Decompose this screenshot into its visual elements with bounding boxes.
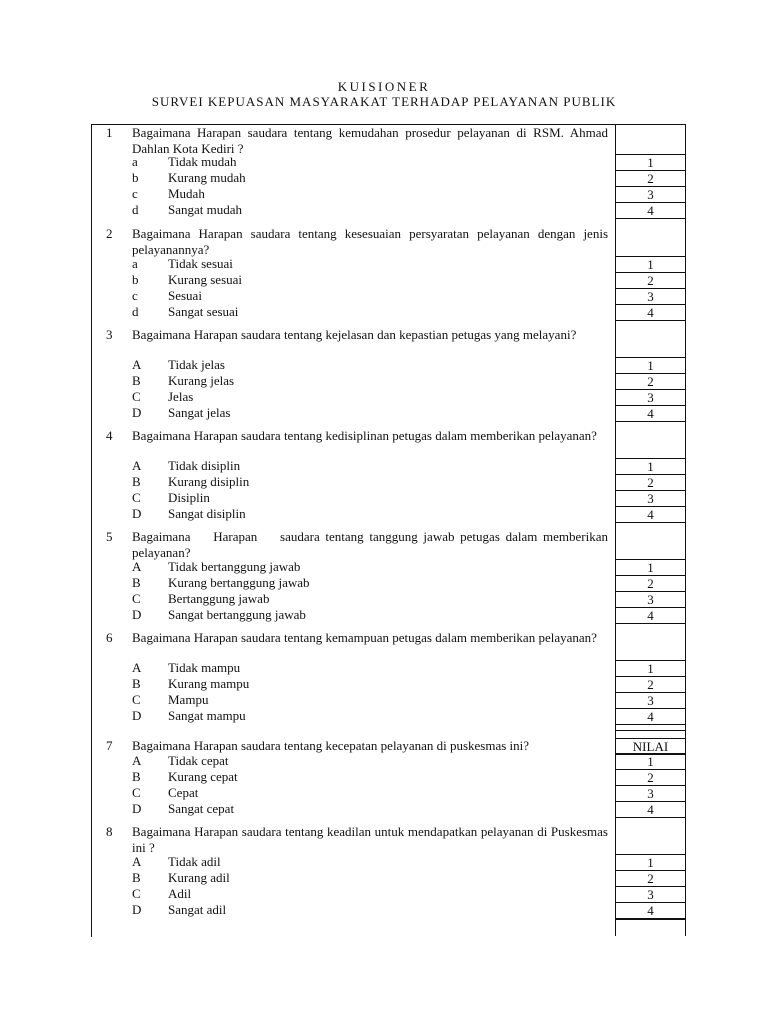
option-letter: B <box>132 575 141 590</box>
option-label: Kurang mudah <box>168 170 246 185</box>
question-text: Bagaimana Harapan saudara tentang tanggung jawab petugas dalam memberikan pelayanan? <box>132 529 612 560</box>
question-number: 7 <box>106 738 113 753</box>
option-letter: a <box>132 256 138 271</box>
option-letter: A <box>132 357 142 372</box>
page-subtitle: SURVEI KEPUASAN MASYARAKAT TERHADAP PELAYANAN PUBLIK <box>151 94 617 109</box>
option-letter: A <box>132 559 142 574</box>
option-letter: D <box>132 607 142 622</box>
question-number: 2 <box>106 226 113 241</box>
option-letter: D <box>132 902 142 917</box>
option-label: Kurang jelas <box>168 373 235 388</box>
score-cell: 1 <box>616 256 685 273</box>
option-label: Jelas <box>168 389 194 404</box>
option-letter: C <box>132 389 141 404</box>
option-label: Mampu <box>168 692 209 707</box>
option-label: Kurang disiplin <box>168 474 250 489</box>
score-cell: 2 <box>616 474 685 491</box>
option-letter: A <box>132 458 142 473</box>
option-label: Sesuai <box>168 288 202 303</box>
row-divider <box>616 730 686 731</box>
score-cell: 3 <box>616 186 685 203</box>
score-cell: 4 <box>616 304 685 321</box>
option-label: Sangat adil <box>168 902 227 917</box>
score-cell: 1 <box>616 458 685 475</box>
option-label: Tidak disiplin <box>168 458 241 473</box>
option-letter: C <box>132 886 141 901</box>
question-number: 6 <box>106 630 113 645</box>
question-text: Bagaimana Harapan saudara tentang kedisiplinan petugas dalam memberikan pelayanan? <box>132 428 597 443</box>
score-cell: 3 <box>616 389 685 406</box>
option-letter: B <box>132 676 141 691</box>
option-letter: D <box>132 405 142 420</box>
score-cell: 1 <box>616 154 685 171</box>
option-label: Disiplin <box>168 490 210 505</box>
question-text: Bagaimana Harapan saudara tentang keadilan untuk mendapatkan pelayanan di Puskesmas ini ? <box>132 824 608 855</box>
option-label: Kurang sesuai <box>168 272 243 287</box>
option-letter: D <box>132 708 142 723</box>
option-letter: A <box>132 660 142 675</box>
question-number: 4 <box>106 428 113 443</box>
option-label: Tidak adil <box>168 854 221 869</box>
score-cell: 1 <box>616 357 685 374</box>
option-label: Mudah <box>168 186 205 201</box>
option-letter: C <box>132 692 141 707</box>
question-number: 3 <box>106 327 113 342</box>
option-label: Tidak bertanggung jawab <box>168 559 301 574</box>
option-letter: d <box>132 202 139 217</box>
option-letter: A <box>132 854 142 869</box>
option-label: Bertanggung jawab <box>168 591 270 606</box>
option-label: Sangat mampu <box>168 708 246 723</box>
score-cell: 2 <box>616 676 685 693</box>
score-cell: 3 <box>616 785 685 802</box>
score-cell: 3 <box>616 591 685 608</box>
question-number: 8 <box>106 824 113 839</box>
score-cell: 4 <box>616 801 685 818</box>
option-label: Sangat cepat <box>168 801 235 816</box>
option-label: Sangat sesuai <box>168 304 239 319</box>
option-letter: A <box>132 753 142 768</box>
option-letter: B <box>132 474 141 489</box>
option-letter: C <box>132 591 141 606</box>
score-column-right-edge <box>685 124 686 936</box>
score-cell: 3 <box>616 288 685 305</box>
score-cell: 1 <box>616 753 685 770</box>
option-letter: B <box>132 769 141 784</box>
option-label: Sangat disiplin <box>168 506 246 521</box>
option-label: Kurang cepat <box>168 769 238 784</box>
score-cell: 4 <box>616 202 685 219</box>
option-letter: a <box>132 154 138 169</box>
score-cell: 3 <box>616 490 685 507</box>
page-title: KUISIONER <box>337 79 431 94</box>
option-label: Kurang mampu <box>168 676 250 691</box>
option-label: Tidak cepat <box>168 753 229 768</box>
option-letter: B <box>132 870 141 885</box>
score-cell: 2 <box>616 170 685 187</box>
row-divider <box>616 919 686 920</box>
option-label: Sangat bertanggung jawab <box>168 607 306 622</box>
option-label: Tidak sesuai <box>168 256 233 271</box>
option-letter: D <box>132 801 142 816</box>
option-letter: c <box>132 186 138 201</box>
score-cell: 2 <box>616 870 685 887</box>
question-text: Bagaimana Harapan saudara tentang kecepatan pelayanan di puskesmas ini? <box>132 738 530 753</box>
score-cell: 3 <box>616 692 685 709</box>
option-label: Kurang adil <box>168 870 230 885</box>
option-label: Sangat jelas <box>168 405 231 420</box>
score-cell: 4 <box>616 902 685 919</box>
score-cell: 1 <box>616 660 685 677</box>
score-cell: 4 <box>616 405 685 422</box>
option-letter: D <box>132 506 142 521</box>
question-text: Bagaimana Harapan saudara tentang kemampuan petugas dalam memberikan pelayanan? <box>132 630 597 645</box>
option-letter: d <box>132 304 139 319</box>
option-label: Tidak mudah <box>168 154 237 169</box>
score-cell: 2 <box>616 769 685 786</box>
option-label: Sangat mudah <box>168 202 243 217</box>
option-letter: c <box>132 288 138 303</box>
score-cell: 2 <box>616 272 685 289</box>
score-cell: 4 <box>616 708 685 725</box>
score-cell: 3 <box>616 886 685 903</box>
question-text: Bagaimana Harapan saudara tentang kemudahan prosedur pelayanan di RSM. Ahmad Dahlan Kota Kediri ? <box>132 125 608 156</box>
option-label: Tidak jelas <box>168 357 225 372</box>
option-letter: b <box>132 170 139 185</box>
score-cell: 2 <box>616 373 685 390</box>
option-label: Tidak mampu <box>168 660 241 675</box>
score-cell: 4 <box>616 607 685 624</box>
option-letter: B <box>132 373 141 388</box>
question-text: Bagaimana Harapan saudara tentang kejelasan dan kepastian petugas yang melayani? <box>132 327 577 342</box>
score-cell: 4 <box>616 506 685 523</box>
score-cell: 1 <box>616 559 685 576</box>
score-cell: 1 <box>616 854 685 871</box>
question-number: 5 <box>106 529 113 544</box>
question-text: Bagaimana Harapan saudara tentang kesesuaian persyaratan pelayanan dengan jenis pelayanannya? <box>132 226 608 257</box>
option-label: Adil <box>168 886 192 901</box>
question-number: 1 <box>106 125 113 140</box>
option-letter: C <box>132 785 141 800</box>
option-label: Cepat <box>168 785 199 800</box>
nilai-header: NILAI <box>616 738 685 755</box>
option-letter: b <box>132 272 139 287</box>
score-cell: 2 <box>616 575 685 592</box>
option-letter: C <box>132 490 141 505</box>
option-label: Kurang bertanggung jawab <box>168 575 310 590</box>
